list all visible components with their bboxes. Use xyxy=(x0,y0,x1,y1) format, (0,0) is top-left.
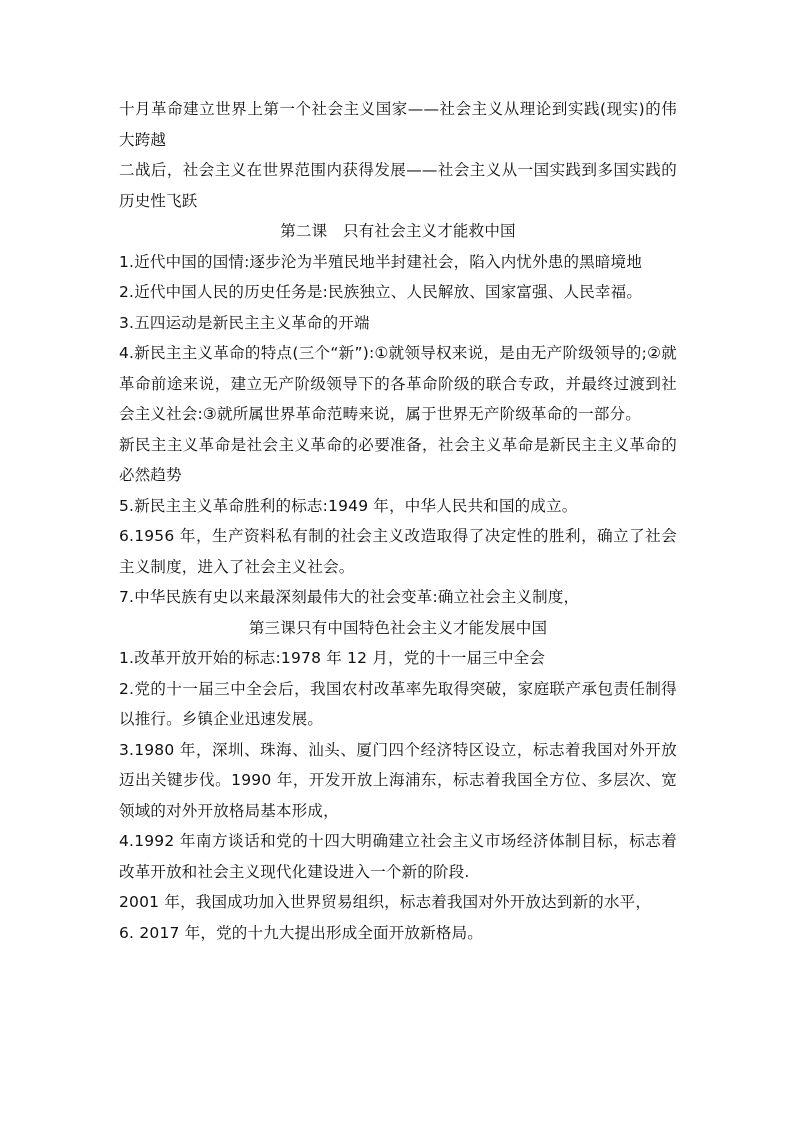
lesson2-item-3: 3.五四运动是新民主主义革命的开端 xyxy=(119,313,370,332)
lesson3-item-1: 1.改革开放开始的标志:1978 年 12 月，党的十一届三中全会 xyxy=(119,649,546,667)
lesson3-item-3: 3.1980 年，深圳、珠海、汕头、厦门四个经济特区设立，标志着我国对外开放迈出关键步伐。1990 年，开发开放上海浦东，标志着我国全方位、多层次、宽领域的对外开放格局基本形成， xyxy=(119,740,677,820)
lesson2-item-7: 7.中华民族有史以来最深刻最伟大的社会变革:确立社会主义制度， xyxy=(119,588,580,606)
lesson2-item-4: 4.新民主主义革命的特点(三个“新”):①就领导权来说，是由无产阶级领导的;②就革命前途来说，建立无产阶级领导下的各革命阶级的联合专政，并最终过渡到社会主义社会:③就所属世界革命范畴来说，属于世界无产阶级革命的一部分。 xyxy=(119,344,677,423)
lesson2-item-5: 5.新民主主义革命胜利的标志:1949 年，中华人民共和国的成立。 xyxy=(119,496,578,515)
document-body xyxy=(119,94,677,948)
intro-paragraph-2: 二战后，社会主义在世界范围内获得发展——社会主义从一国实践到多国实践的历史性飞跃 xyxy=(119,161,677,210)
lesson2-item-6: 6.1956 年，生产资料私有制的社会主义改造取得了决定性的胜利，确立了社会主义制度，进入了社会主义社会。 xyxy=(119,527,677,576)
lesson3-item-4: 4.1992 年南方谈话和党的十四大明确建立社会主义市场经济体制目标，标志着改革开放和社会主义现代化建设进入一个新的阶段. xyxy=(119,832,677,881)
lesson2-item-note: 新民主主义革命是社会主义革命的必要准备，社会主义革命是新民主主义革命的必然趋势 xyxy=(119,435,677,484)
lesson3-item-6: 6. 2017 年，党的十九大提出形成全面开放新格局。 xyxy=(119,923,483,942)
intro-paragraph-1: 十月革命建立世界上第一个社会主义国家——社会主义从理论到实践(现实)的伟大跨越 xyxy=(119,100,677,149)
lesson3-item-2: 2.党的十一届三中全会后，我国农村改革率先取得突破，家庭联产承包责任制得以推行。乡镇企业迅速发展。 xyxy=(119,679,677,728)
lesson2-title: 第二课 只有社会主义才能救中国 xyxy=(280,222,516,240)
lesson3-title: 第三课只有中国特色社会主义才能发展中国 xyxy=(248,618,548,637)
lesson2-item-1: 1.近代中国的国情:逐步沦为半殖民地半封建社会，陷入内忧外患的黑暗境地 xyxy=(119,252,643,271)
lesson3-item-5: 2001 年，我国成功加入世界贸易组织，标志着我国对外开放达到新的水平， xyxy=(119,893,652,911)
lesson2-item-2: 2.近代中国人民的历史任务是:民族独立、人民解放、国家富强、人民幸福。 xyxy=(119,283,643,301)
